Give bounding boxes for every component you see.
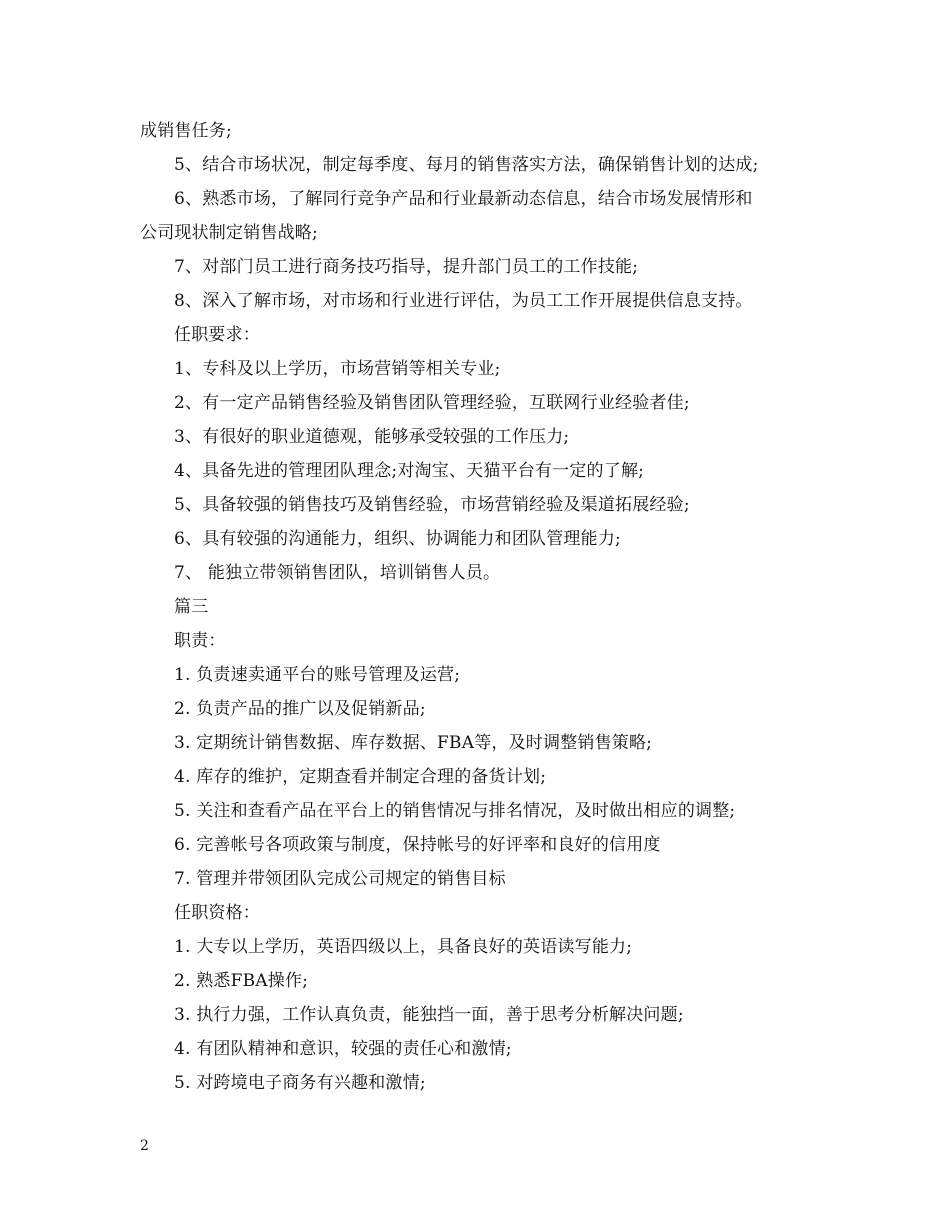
text-line: 3、有很好的职业道德观，能够承受较强的工作压力;	[174, 427, 570, 447]
text-line: 3. 执行力强，工作认真负责，能独挡一面，善于思考分析解决问题;	[174, 1005, 684, 1025]
text-line: 2. 负责产品的推广以及促销新品;	[174, 699, 426, 719]
text-line: 6、熟悉市场，了解同行竞争产品和行业最新动态信息，结合市场发展情形和	[174, 189, 753, 209]
text-line: 2、有一定产品销售经验及销售团队管理经验，互联网行业经验者佳;	[174, 393, 690, 413]
text-line: 1、专科及以上学历，市场营销等相关专业;	[174, 359, 501, 379]
text-line: 4. 库存的维护，定期查看并制定合理的备货计划;	[174, 767, 547, 787]
text-line: 篇三	[174, 597, 209, 617]
text-line: 职责：	[174, 631, 226, 651]
text-line: 公司现状制定销售战略;	[140, 223, 318, 243]
text-line: 8、深入了解市场，对市场和行业进行评估，为员工工作开展提供信息支持。	[174, 291, 753, 311]
text-line: 7、对部门员工进行商务技巧指导，提升部门员工的工作技能;	[174, 257, 639, 277]
text-line: 任职要求：	[174, 325, 260, 345]
document-body	[140, 114, 820, 1100]
text-line: 5、结合市场状况，制定每季度、每月的销售落实方法，确保销售计划的达成;	[174, 155, 759, 175]
text-line: 6、具有较强的沟通能力，组织、协调能力和团队管理能力;	[174, 529, 621, 549]
text-line: 任职资格：	[174, 903, 260, 923]
page-number: 2	[140, 1138, 149, 1154]
text-line: 5. 关注和查看产品在平台上的销售情况与排名情况，及时做出相应的调整;	[174, 801, 736, 821]
text-line: 成销售任务;	[140, 121, 232, 141]
text-line: 4、具备先进的管理团队理念;对淘宝、天猫平台有一定的了解;	[174, 461, 645, 481]
text-line: 1. 负责速卖通平台的账号管理及运营;	[174, 665, 461, 685]
text-line: 4. 有团队精神和意识，较强的责任心和激情;	[174, 1039, 512, 1059]
text-line: 5. 对跨境电子商务有兴趣和激情;	[174, 1073, 426, 1093]
text-line: 3. 定期统计销售数据、库存数据、FBA等，及时调整销售策略;	[174, 733, 653, 753]
text-line: 1. 大专以上学历，英语四级以上，具备良好的英语读写能力;	[174, 937, 633, 957]
text-line: 2. 熟悉FBA操作;	[174, 971, 309, 991]
text-line: 7. 管理并带领团队完成公司规定的销售目标	[174, 869, 506, 889]
text-line: 6. 完善帐号各项政策与制度，保持帐号的好评率和良好的信用度	[174, 835, 661, 855]
text-line: 7、 能独立带领销售团队，培训销售人员。	[174, 563, 501, 583]
text-line: 5、具备较强的销售技巧及销售经验，市场营销经验及渠道拓展经验;	[174, 495, 690, 515]
